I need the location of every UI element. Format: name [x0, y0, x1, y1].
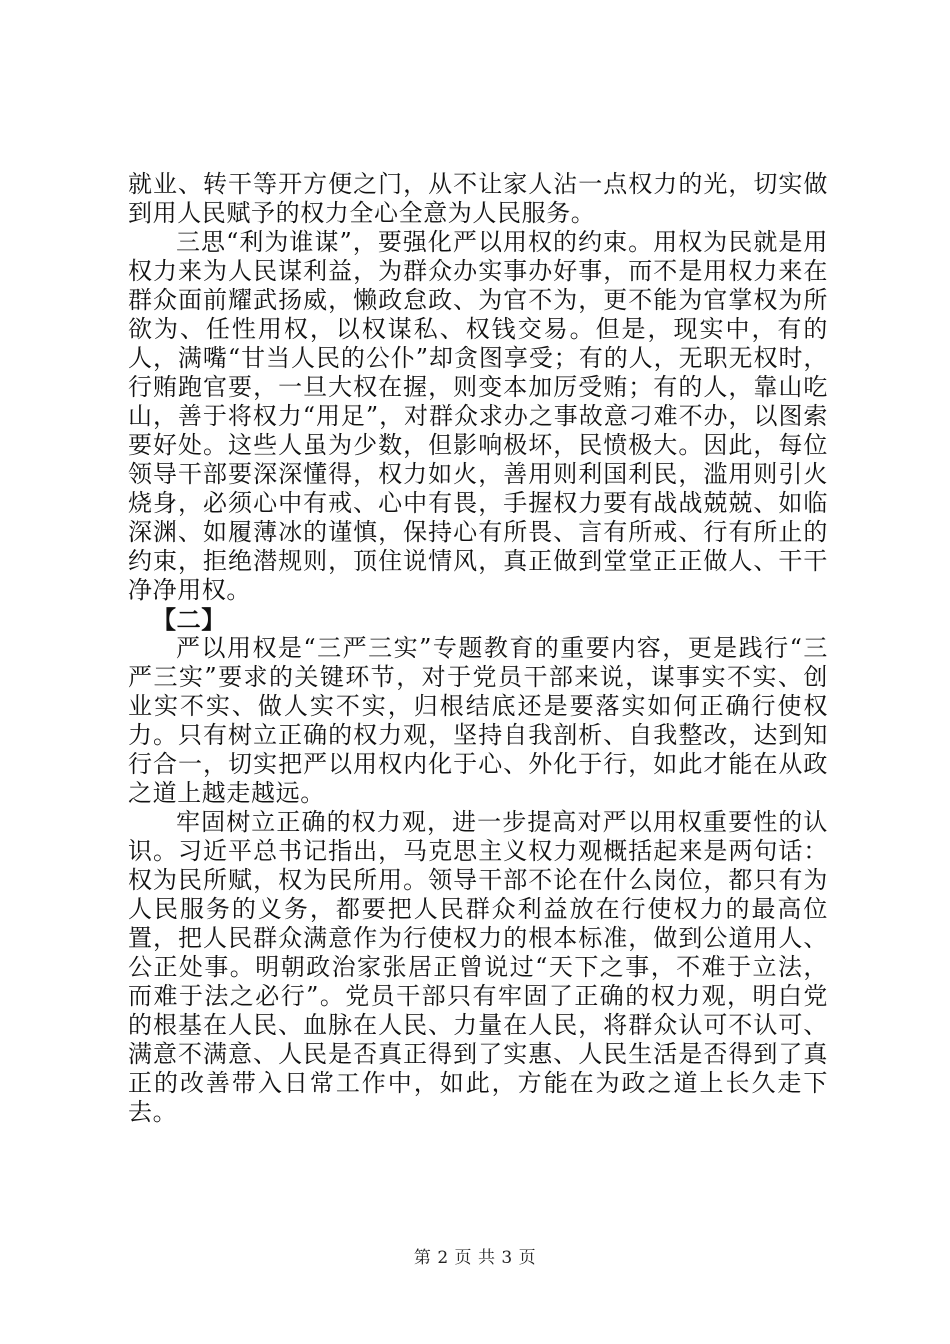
paragraph-2: 三思“利为谁谋”，要强化严以用权的约束。用权为民就是用权力来为人民谋利益，为群众办实事办好事，而不是用权力来在群众面前耀武扬威，懒政怠政、为官不为，更不能为官掌权为所欲为、任性用权，以权谋私、权钱交易。但是，现实中，有的人，满嘴“甘当人民的公仆”却贪图享受；有的人，无职无权时，行贿跑官要，一旦大权在握，则变本加厉受贿；有的人，靠山吃山，善于将权力“用足”，对群众求办之事故意刁难不办，以图索要好处。这些人虽为少数，但影响极坏，民愤极大。因此，每位领导干部要深深懂得，权力如火，善用则利国利民，滥用则引火烧身，必须心中有戒、心中有畏，手握权力要有战战兢兢、如临深渊、如履薄冰的谨慎，保持心有所畏、言有所戒、行有所止的约束，拒绝潜规则，顶住说情风，真正做到堂堂正正做人、干干净净用权。 [128, 228, 828, 604]
document-body [128, 170, 828, 1127]
paragraph-3: 严以用权是“三严三实”专题教育的重要内容，更是践行“三严三实”要求的关键环节，对于党员干部来说，谋事实不实、创业实不实、做人实不实，归根结底还是要落实如何正确行使权力。只有树立正确的权力观，坚持自我剖析、自我整改，达到知行合一，切实把严以用权内化于心、外化于行，如此才能在从政之道上越走越远。 [128, 634, 828, 807]
page-number-footer: 第 2 页 共 3 页 [413, 1248, 537, 1268]
section-heading: 【二】 [152, 605, 226, 634]
paragraph-1: 就业、转干等开方便之门，从不让家人沾一点权力的光，切实做到用人民赋予的权力全心全意为人民服务。 [128, 170, 828, 227]
paragraph-4: 牢固树立正确的权力观，进一步提高对严以用权重要性的认识。习近平总书记指出，马克思主义权力观概括起来是两句话：权为民所赋，权为民所用。领导干部不论在什么岗位，都只有为人民服务的义务，都要把人民群众利益放在行使权力的最高位置，把人民群众满意作为行使权力的根本标准，做到公道用人、公正处事。明朝政治家张居正曾说过“天下之事，不难于立法，而难于法之必行”。党员干部只有牢固了正确的权力观，明白党的根基在人民、血脉在人民、力量在人民，将群众认可不认可、满意不满意、人民是否真正得到了实惠、人民生活是否得到了真正的改善带入日常工作中，如此，方能在为政之道上长久走下去。 [128, 808, 828, 1126]
